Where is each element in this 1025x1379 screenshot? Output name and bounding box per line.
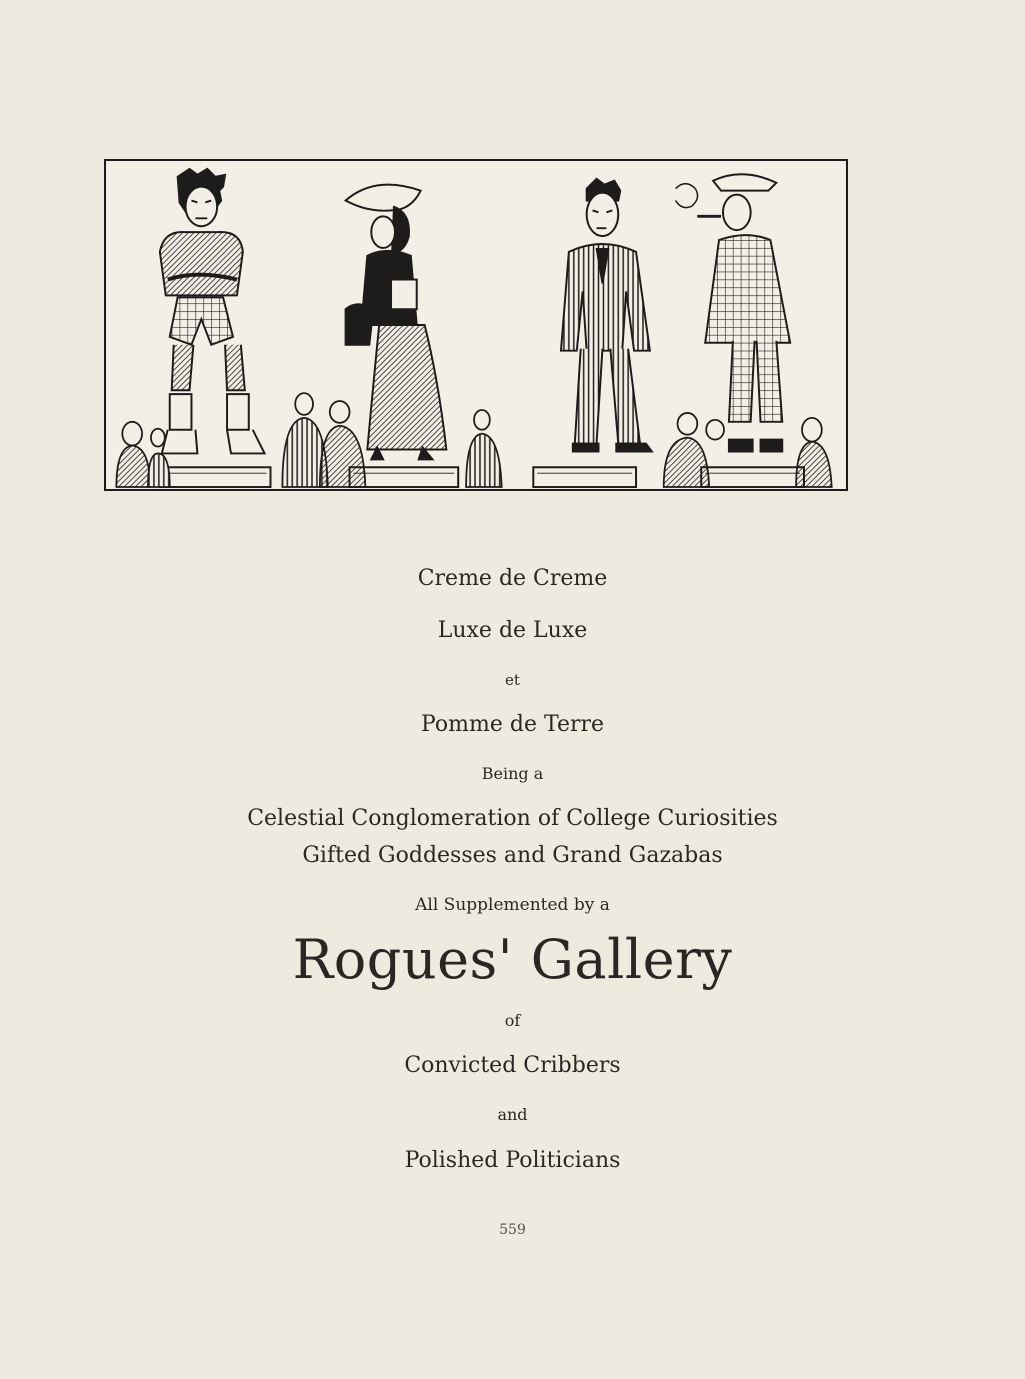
figure-dandy [676,174,791,451]
line-creme: Creme de Creme [417,566,608,591]
figure-lady [346,185,447,460]
page-number: 559 [499,1222,526,1238]
line-gifted: Gifted Goddesses and Grand Gazabas [302,843,723,868]
line-of: of [504,1011,521,1030]
line-celestial: Celestial Conglomeration of College Curiosities [247,806,778,831]
cartoon-statues-icon [106,161,846,489]
line-being: Being a [481,764,544,783]
cartoon-illustration [104,159,848,491]
line-and: and [497,1105,528,1124]
figure-athlete [160,169,265,454]
figure-politician [561,179,652,452]
line-convicted: Convicted Cribbers [404,1053,621,1078]
line-supplemented: All Supplemented by a [415,895,610,915]
line-et: et [505,671,520,689]
line-luxe: Luxe de Luxe [437,618,588,643]
page-title: Rogues' Gallery [292,928,733,991]
line-polished: Polished Politicians [404,1148,621,1173]
line-pomme: Pomme de Terre [420,712,605,737]
